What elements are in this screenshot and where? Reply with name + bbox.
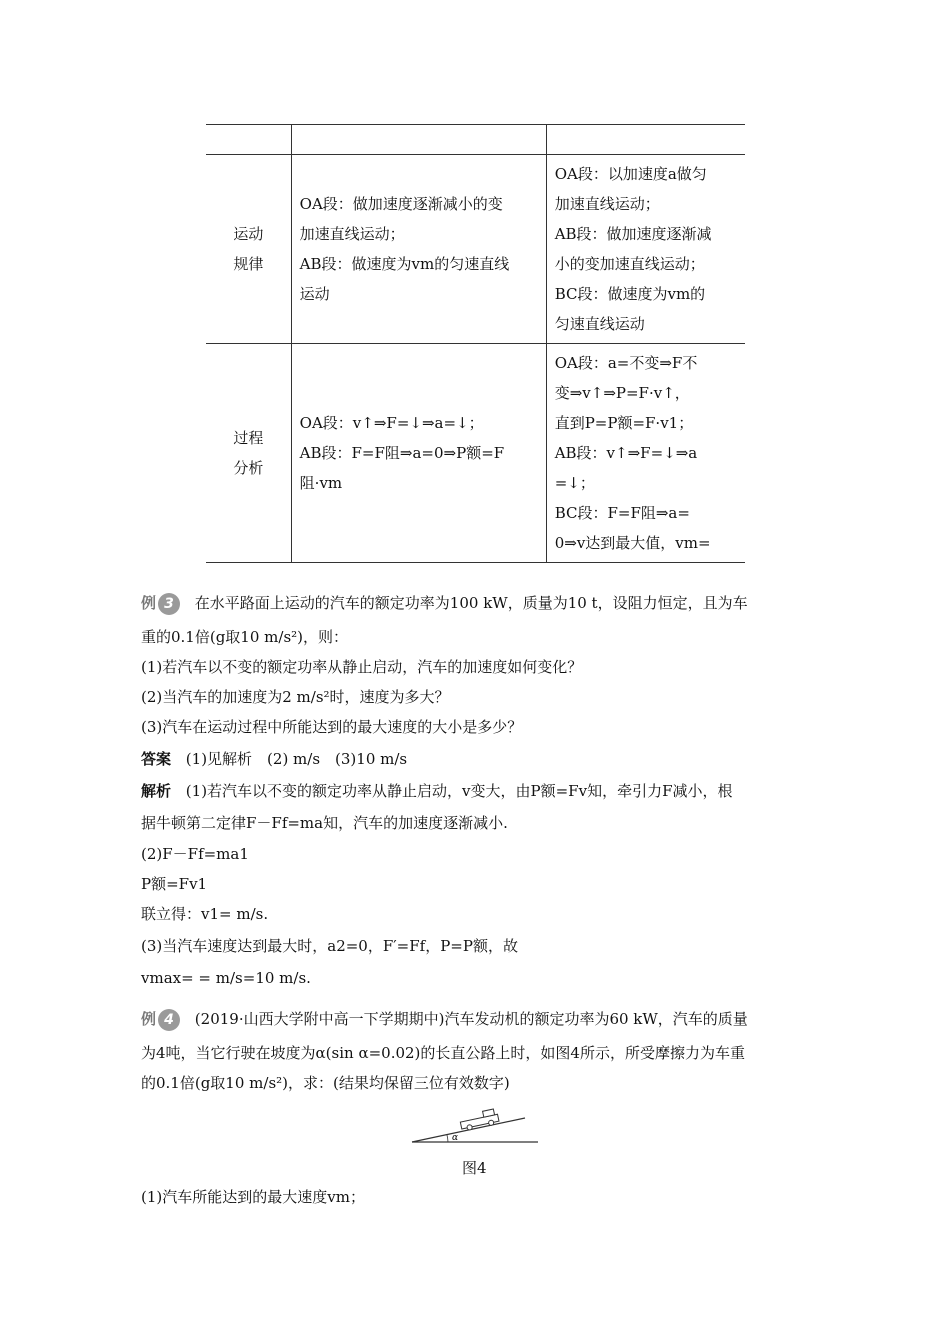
- answer-label: 答案: [141, 750, 172, 768]
- analysis-label: 解析: [141, 782, 172, 800]
- example4-line3: 的0.1倍(g取10 m/s²)，求：(结果均保留三位有效数字): [141, 1074, 510, 1092]
- table-header-row: [206, 125, 745, 155]
- angle-arc: [447, 1135, 448, 1142]
- row-label: 运动 规律: [206, 155, 291, 344]
- constant-acceleration-cell: OA段：以加速度a做匀 加速直线运动； AB段：做加速度逐渐减 小的变加速直线运动； BC段：做速度为vm的 匀速直线运动: [546, 155, 745, 344]
- example3-badge: 例 3: [141, 592, 180, 615]
- row-label: 过程 分析: [206, 344, 291, 563]
- header-cell: [546, 125, 745, 155]
- table-row-motion-law: [206, 155, 745, 344]
- example3-analysis-line1: 解析 (1)若汽车以不变的额定功率从静止启动，v变大，由P额=Fv知，牵引力F减小，根: [141, 782, 733, 800]
- example4-line2: 为4吨，当它行驶在坡度为α(sin α=0.02)的长直公路上时，如图4所示，所受摩擦力为车重: [141, 1044, 745, 1062]
- example3-equation5: vmax= = m/s=10 m/s.: [141, 969, 311, 987]
- example4-line1: 例 4 (2019·山西大学附中高一下学期期中)汽车发动机的额定功率为60 kW，汽车的质量: [141, 1008, 811, 1031]
- example3-analysis-line2: 据牛顿第二定律F－Ff=ma知，汽车的加速度逐渐减小.: [141, 814, 508, 832]
- answer-text: (1)见解析 (2) m/s (3)10 m/s: [185, 750, 408, 768]
- example3-equation2: P额=Fv1: [141, 875, 208, 893]
- incline-car-illustration: [410, 1106, 542, 1146]
- example4-question1: (1)汽车所能达到的最大速度vm；: [141, 1188, 365, 1206]
- constant-acceleration-cell: OA段：a=不变⇒F不 变⇒v↑⇒P=F·v↑， 直到P=P额=F·v1； AB段：v↑⇒F=↓⇒a =↓； BC段：F=F阻⇒a= 0⇒v达到最大值，vm=: [546, 344, 745, 563]
- example3-answer: [141, 748, 811, 770]
- example3-equation3: 联立得：v1= m/s.: [141, 905, 269, 923]
- example3-question2: (2)当汽车的加速度为2 m/s²时，速度为多大？: [141, 688, 450, 706]
- example3-line1: 例 3 在水平路面上运动的汽车的额定功率为100 kW，质量为10 t，设阻力恒定，且为车: [141, 592, 811, 615]
- figure-4-incline-car: [410, 1106, 542, 1150]
- figure-caption: 图4: [462, 1159, 487, 1177]
- example3-line2: 重的0.1倍(g取10 m/s²)，则：: [141, 628, 349, 646]
- constant-power-cell: OA段：v↑⇒F=↓⇒a=↓； AB段：F=F阻⇒a=0⇒P额=F 阻·vm: [291, 344, 546, 563]
- angle-label: α: [452, 1133, 459, 1143]
- example4-badge: 例 4: [141, 1008, 180, 1031]
- constant-power-cell: OA段：做加速度逐渐减小的变 加速直线运动； AB段：做速度为vm的匀速直线 运动: [291, 155, 546, 344]
- example3-equation4: (3)当汽车速度达到最大时，a2=0，F′=Ff，P=P额，故: [141, 937, 518, 955]
- example3-equation1: (2)F－Ff=ma1: [141, 845, 249, 863]
- example3-question3: (3)汽车在运动过程中所能达到的最大速度的大小是多少？: [141, 718, 523, 736]
- header-cell: [206, 125, 291, 155]
- header-cell: [291, 125, 546, 155]
- table-row-process-analysis: [206, 344, 745, 563]
- comparison-table: [206, 124, 745, 563]
- example3-question1: (1)若汽车以不变的额定功率从静止启动，汽车的加速度如何变化？: [141, 658, 583, 676]
